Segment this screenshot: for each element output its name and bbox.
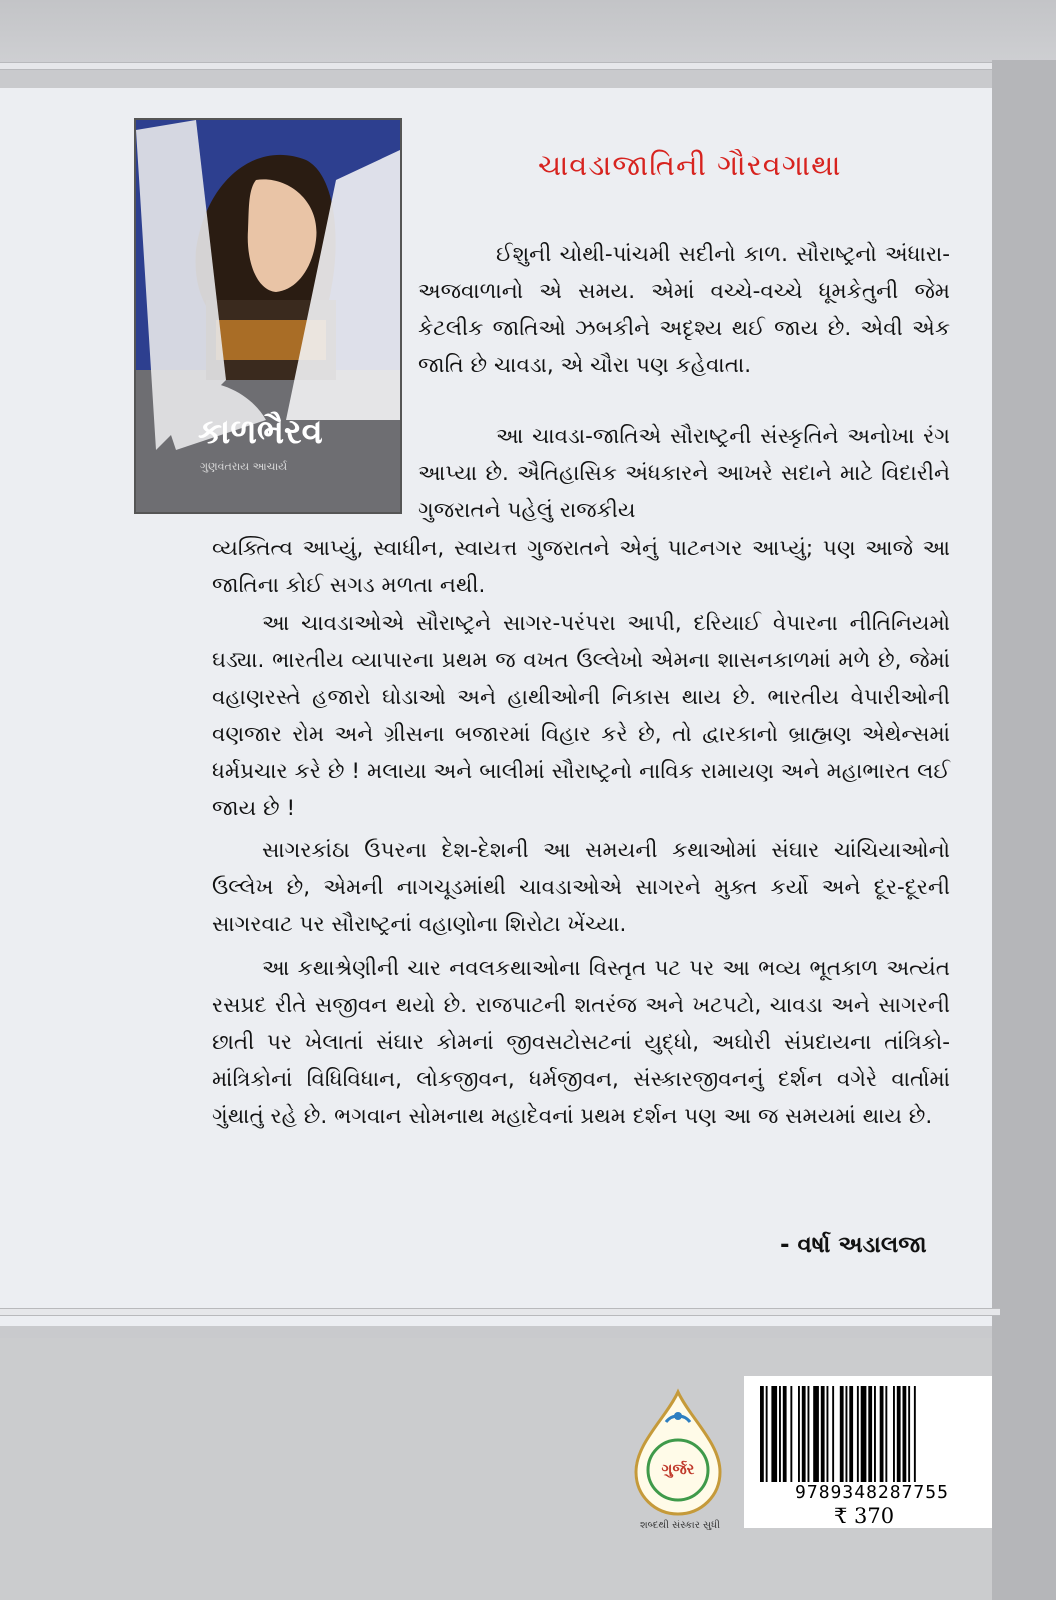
price-label: ₹ 370 — [834, 1504, 895, 1528]
paragraph-2-continued: વ્યક્તિત્વ આપ્યું, સ્વાધીન, સ્વાયત્ત ગુજરાતને એનું પાટનગર આપ્યું; પણ આજે આ જાતિના કોઈ સગડ મળતા નથી. — [212, 536, 950, 598]
barcode-icon — [758, 1386, 980, 1482]
cover-title: કાળભૈરવ — [198, 412, 323, 452]
cover-illustration — [136, 120, 400, 512]
bottom-rule — [0, 1308, 1000, 1316]
author-signature: - વર્ષા અડાલજા — [780, 1232, 927, 1258]
top-background — [0, 0, 1056, 68]
paragraph-1: ઈશુની ચોથી-પાંચમી સદીનો કાળ. સૌરાષ્ટ્રનો અંધારા-અજવાળાનો એ સમય. એમાં વચ્ચે-વચ્ચે ધૂમકેતુની જેમ કેટલીક જાતિઓ ઝબકીને અદૃશ્ય થઈ જાય છે. એવી એક જાતિ છે ચાવડા, એ ચૌરા પણ કહેવાતા. — [418, 242, 950, 378]
cover-author: ગુણવંતરાય આચાર્ય — [200, 460, 288, 473]
book-cover-thumbnail — [134, 118, 402, 514]
top-rule — [0, 62, 1000, 70]
paragraph-5: આ કથાશ્રેણીની ચાર નવલકથાઓના વિસ્તૃત પટ પર આ ભવ્ય ભૂતકાળ અત્યંત રસપ્રદ રીતે સજીવન થયો છે. રાજપાટની શતરંજ અને ખટપટો, ચાવડા અને સાગરની છાતી પર ખેલાતાં સંઘાર કોમનાં જીવસટોસટનાં યુદ્ધો, અઘોરી સંપ્રદાયના તાંત્રિકો-માંત્રિકોનાં વિધિવિધાન, લોકજીવન, ધર્મજીવન, સંસ્કારજીવનનું દર્શન વગેરે વાર્તામાં ગુંથાતું રહે છે. ભગવાન સોમનાથ મહાદેવનાં પ્રથમ દર્શન પણ આ જ સમયમાં થાય છે. — [212, 956, 950, 1129]
drop-logo-icon — [628, 1388, 728, 1518]
paragraph-3: આ ચાવડાઓએ સૌરાષ્ટ્રને સાગર-પરંપરા આપી, દરિયાઈ વેપારના નીતિનિયમો ઘડ્યા. ભારતીય વ્યાપારના પ્રથમ જ વખત ઉલ્લેખો એમના શાસનકાળમાં મળે છે, જેમાં વહાણરસ્તે હજારો ઘોડાઓ અને હાથીઓની નિકાસ થાય છે. ભારતીય વેપારીઓની વણજાર રોમ અને ગ્રીસના બજારમાં વિહાર કરે છે, તો દ્વારકાનો બ્રાહ્મણ એથેન્સમાં ધર્મપ્રચાર કરે છે ! મલાયા અને બાલીમાં સૌરાષ્ટ્રનો નાવિક રામાયણ અને મહાભારત લઈ જાય છે ! — [212, 611, 950, 821]
barcode-panel — [744, 1376, 992, 1528]
isbn-number: 9789348287755 — [795, 1482, 949, 1503]
publisher-logo-text: ગુર્જર — [661, 1460, 695, 1478]
publisher-tagline: શબ્દથી સંસ્કાર સુધી — [639, 1520, 721, 1531]
right-edge — [992, 60, 1056, 1600]
page-title: ચાવડાજાતિની ગૌરવગાથા — [538, 148, 842, 182]
paragraph-4: સાગરકાંઠા ઉપરના દેશ-દેશની આ સમયની કથાઓમાં સંઘાર ચાંચિયાઓનો ઉલ્લેખ છે, એમની નાગચૂડમાંથી ચાવડાઓએ સાગરને મુક્ત કર્યો અને દૂર-દૂરની સાગરવાટ પર સૌરાષ્ટ્રનાં વહાણોના શિરોટા ખેંચ્યા. — [212, 838, 950, 937]
paragraph-2: આ ચાવડા-જાતિએ સૌરાષ્ટ્રની સંસ્કૃતિને અનોખા રંગ આપ્યા છે. ઐતિહાસિક અંધકારને આખરે સદાને માટે વિદારીને ગુજરાતને પહેલું રાજકીય — [418, 424, 950, 523]
publisher-logo — [628, 1388, 728, 1518]
